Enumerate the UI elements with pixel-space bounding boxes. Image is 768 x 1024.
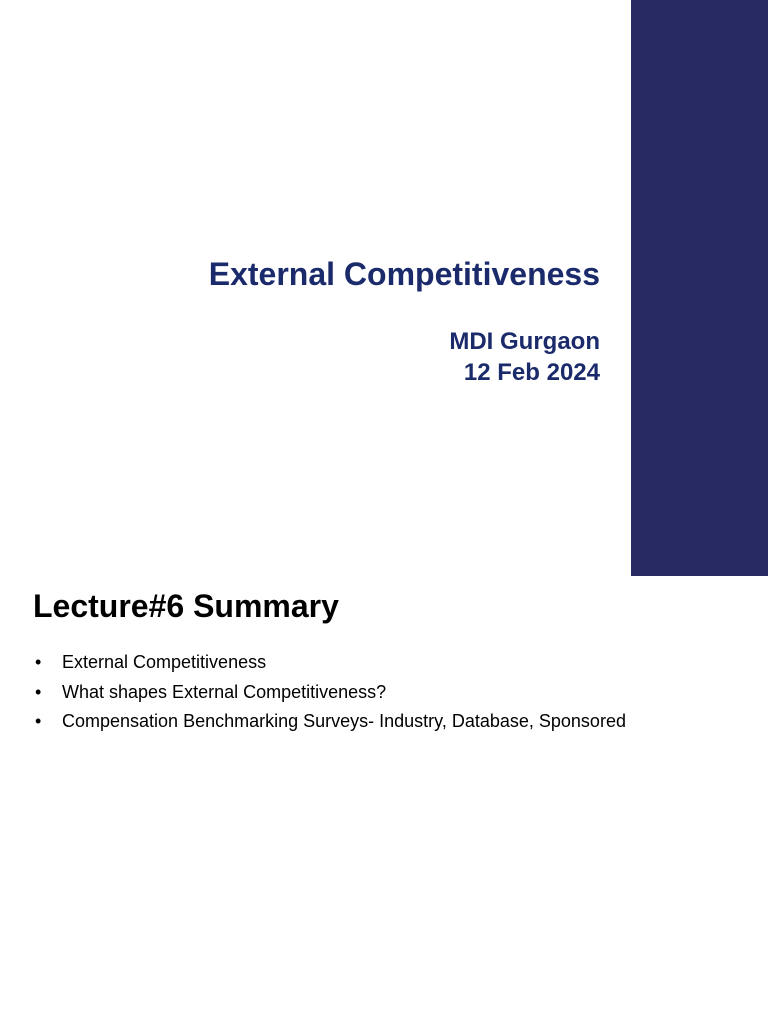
- list-item: [33, 648, 626, 678]
- subtitle-date: 12 Feb 2024: [463, 359, 600, 386]
- subtitle-institution: MDI Gurgaon: [449, 328, 600, 355]
- bullet-icon: •: [35, 681, 42, 702]
- summary-slide: [0, 576, 768, 1024]
- title-block: [209, 252, 600, 388]
- bullet-icon: •: [35, 711, 42, 731]
- accent-bar: [631, 0, 768, 576]
- bullet-text: Compensation Benchmarking Surveys- Industry, Database, Sponsored: [62, 711, 626, 731]
- list-item: [33, 678, 626, 708]
- slide-subtitle: [209, 326, 600, 388]
- list-item: [33, 707, 626, 737]
- bullet-text: External Competitiveness: [62, 652, 267, 672]
- slide-title: External Competitiveness: [208, 256, 600, 292]
- summary-heading: Lecture#6 Summary: [33, 588, 339, 624]
- bullet-icon: •: [35, 652, 42, 672]
- bullet-text: What shapes External Competitiveness?: [62, 681, 387, 702]
- bullet-list: [33, 648, 626, 737]
